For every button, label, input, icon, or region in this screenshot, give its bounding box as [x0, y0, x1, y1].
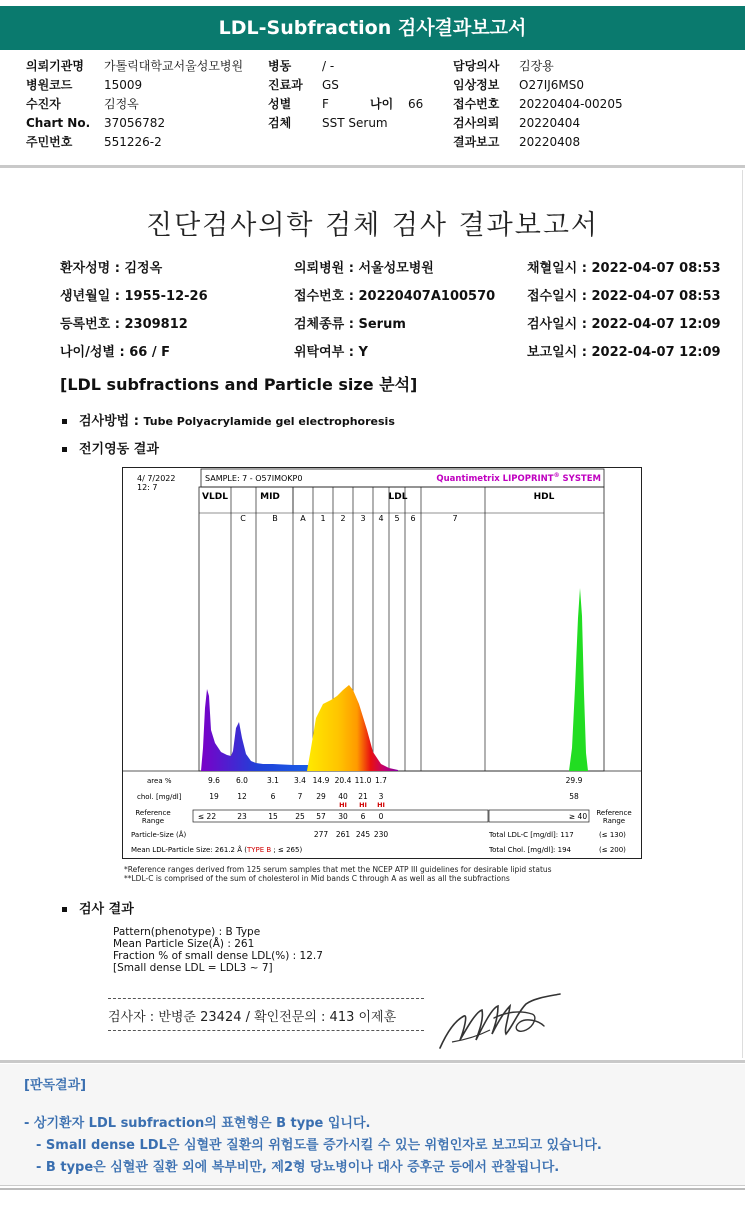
- chol-value: 29: [316, 792, 326, 801]
- electrophoresis-svg: [123, 468, 641, 858]
- area-value: 14.9: [312, 776, 330, 785]
- bullet-icon: [62, 447, 67, 452]
- mean-particle-size: Mean LDL-Particle Size: 261.2 Å (TYPE B ; ≤ 265): [131, 846, 303, 854]
- chart-sample: SAMPLE: 7 - O57IMOKP0: [205, 474, 303, 483]
- age-sex: 나이/성별 : 66 / F: [60, 345, 171, 360]
- info-column-2: [268, 56, 423, 132]
- hdl-peak: [569, 588, 588, 771]
- region-label-ldl: LDL: [388, 492, 408, 502]
- plot-frame: [199, 487, 604, 771]
- institution-label: 의뢰기관명: [26, 59, 84, 73]
- region-label-vldl: VLDL: [202, 492, 228, 502]
- footnote-1: *Reference ranges derived from 125 serum samples that met the NCEP ATP III guidelines for desirable lipid status: [124, 865, 552, 874]
- particle-size-value: 230: [373, 830, 389, 839]
- ldl-peak: [307, 685, 398, 771]
- chart-time: 12: 7: [137, 483, 158, 492]
- test-time: 검사일시 : 2022-04-07 12:09: [527, 317, 721, 332]
- interpretation-line-1: - 상기환자 LDL subfraction의 표현형은 B type 입니다.: [24, 1116, 371, 1131]
- consignment: 위탁여부 : Y: [294, 345, 368, 360]
- ref-label: Reference: [135, 809, 171, 817]
- requesting-hospital: 의뢰병원 : 서울성모병원: [294, 261, 434, 276]
- ref-value: 0: [378, 812, 384, 821]
- divider: [0, 165, 745, 168]
- ward-label: 병동: [268, 59, 292, 73]
- interpretation-panel: [0, 1064, 745, 1186]
- patient-name: 환자성명 : 김정옥: [60, 261, 163, 276]
- chart-footnote: [124, 865, 552, 883]
- ref-value: 15: [268, 812, 278, 821]
- method-label: 검사방법 :: [79, 414, 144, 429]
- receipt-no-label: 접수번호: [453, 97, 500, 111]
- report-time: 보고일시 : 2022-04-07 12:09: [527, 345, 721, 360]
- section-title: [LDL subfractions and Particle size 분석]: [60, 375, 418, 394]
- ref-value: 25: [295, 812, 305, 821]
- ref-value-hdl: ≥ 40: [568, 812, 588, 821]
- patient-value: 김정옥: [104, 97, 139, 111]
- report-header-title: LDL-Subfraction 검사결과보고서: [0, 6, 745, 50]
- total-chol-ref: (≤ 200): [599, 846, 626, 854]
- chol-value: 7: [297, 792, 303, 801]
- area-value: 9.6: [208, 776, 220, 785]
- patient-label: 수진자: [26, 97, 61, 111]
- doctor-label: 담당의사: [453, 59, 500, 73]
- result-fraction: Fraction % of small dense LDL(%) : 12.7: [113, 950, 323, 962]
- report-date-value: 20220408: [519, 134, 581, 149]
- area-value: 11.0: [354, 776, 372, 785]
- band-label-4: 4: [378, 514, 384, 523]
- request-date-value: 20220404: [519, 115, 581, 130]
- ref-label-right: Reference: [596, 809, 632, 817]
- age-value: 66: [408, 96, 424, 111]
- hi-flag: HI: [377, 801, 385, 809]
- ref-value: 23: [237, 812, 247, 821]
- chol-value: 3: [378, 792, 384, 801]
- collection-time: 채혈일시 : 2022-04-07 08:53: [527, 261, 721, 276]
- band-label-c: C: [240, 514, 246, 523]
- chart-date: 4/ 7/2022: [137, 474, 176, 483]
- hospital-code-label: 병원코드: [26, 78, 73, 92]
- resident-no-label: 주민번호: [26, 135, 73, 149]
- ward-value: / -: [322, 58, 335, 73]
- dashed-divider: [108, 998, 424, 999]
- band-label-2: 2: [340, 514, 346, 523]
- result-mean-size: Mean Particle Size(Å) : 261: [113, 938, 255, 950]
- chol-value: 12: [237, 792, 247, 801]
- report-document: [2, 170, 743, 1058]
- interpretation-line-3: - B type은 심혈관 질환 외에 복부비만, 제2형 당뇨병이나 대사 증후군 등에서 관찰됩니다.: [36, 1160, 560, 1175]
- report-title: 진단검사의학 검체 검사 결과보고서: [146, 210, 599, 241]
- electrophoresis-bullet: [62, 438, 159, 457]
- patient-info-col-3: [527, 255, 721, 367]
- bullet-icon: [62, 907, 67, 912]
- interpretation-title: [판독결과]: [24, 1078, 87, 1093]
- result-heading: 검사 결과: [79, 902, 134, 917]
- band-label-1: 1: [320, 514, 326, 523]
- chol-value: 58: [569, 792, 579, 801]
- band-label-3: 3: [360, 514, 366, 523]
- hi-flag: HI: [359, 801, 367, 809]
- chart-no-value: 37056782: [104, 115, 166, 130]
- ref-value: 57: [316, 812, 326, 821]
- tester-line: 검사자 : 반병준 23424 / 확인전문의 : 413 이제훈: [108, 1010, 397, 1025]
- result-bullet: [62, 898, 134, 917]
- region-label-mid: MID: [260, 492, 280, 502]
- bottom-divider: [0, 1188, 745, 1190]
- bullet-icon: [62, 419, 67, 424]
- total-ldl: Total LDL-C [mg/dl]: 117: [489, 831, 574, 839]
- institution-value: 가톨릭대학교서울성모병원: [104, 59, 244, 73]
- chart-brand: Quantimetrix LIPOPRINT® SYSTEM: [436, 472, 601, 484]
- resident-no-value: 551226-2: [104, 134, 162, 149]
- band-label-5: 5: [394, 514, 400, 523]
- band-label-7: 7: [452, 514, 458, 523]
- sex-label: 성별: [268, 97, 292, 111]
- doctor-value: 김장용: [519, 59, 554, 73]
- band-label-6: 6: [410, 514, 416, 523]
- specimen-value: SST Serum: [322, 115, 388, 130]
- band-label-a: A: [300, 514, 306, 523]
- chart-no-label: Chart No.: [26, 115, 91, 130]
- lipoprint-chart: [122, 467, 642, 859]
- vldl-mid-peaks: [201, 689, 313, 771]
- particle-size-value: 277: [313, 830, 329, 839]
- area-value: 20.4: [334, 776, 352, 785]
- particle-size-label: Particle-Size (Å): [131, 831, 187, 839]
- electrophoresis-label: 전기영동 결과: [79, 442, 159, 457]
- dashed-divider: [108, 1030, 424, 1031]
- chol-value: 21: [358, 792, 368, 801]
- method-bullet: [62, 410, 395, 429]
- ref-value: 6: [360, 812, 366, 821]
- chol-value: 6: [270, 792, 276, 801]
- method-value: Tube Polyacrylamide gel electrophoresis: [143, 415, 395, 428]
- result-summary: [113, 926, 323, 974]
- age-label: 나이: [370, 97, 394, 111]
- hi-flag: HI: [339, 801, 347, 809]
- patient-info-col-2: [294, 255, 495, 367]
- sex-value: F: [322, 96, 329, 111]
- chol-value: 19: [209, 792, 219, 801]
- birth-date: 생년월일 : 1955-12-26: [60, 289, 208, 304]
- divider: [0, 1060, 745, 1063]
- result-definition: [Small dense LDL = LDL3 ~ 7]: [113, 962, 273, 974]
- ref-label: Range: [141, 817, 165, 825]
- specimen-label: 검체: [268, 116, 292, 130]
- ref-label-right: Range: [602, 817, 626, 825]
- ref-value: ≤ 22: [197, 812, 217, 821]
- receipt-time: 접수일시 : 2022-04-07 08:53: [527, 289, 721, 304]
- footnote-2: **LDL-C is comprised of the sum of cholesterol in Mid bands C through A as well as all the subfractions: [124, 874, 510, 883]
- chol-label: chol. [mg/dl]: [137, 793, 182, 801]
- area-label: area %: [147, 777, 172, 785]
- particle-size-value: 261: [335, 830, 351, 839]
- area-value: 3.1: [267, 776, 279, 785]
- report-date-label: 결과보고: [453, 135, 500, 149]
- total-chol: Total Chol. [mg/dl]: 194: [489, 846, 571, 854]
- total-ldl-ref: (≤ 130): [599, 831, 626, 839]
- department-label: 진료과: [268, 78, 303, 92]
- signature-image: [434, 990, 564, 1056]
- registration-no: 등록번호 : 2309812: [60, 317, 188, 332]
- receipt-no-value: 20220404-00205: [519, 96, 623, 111]
- patient-info-col-1: [60, 255, 208, 367]
- department-value: GS: [322, 77, 339, 92]
- particle-size-value: 245: [355, 830, 371, 839]
- info-column-1: [26, 56, 254, 151]
- chart-plot-area: [123, 487, 641, 854]
- clinical-info-label: 임상정보: [453, 78, 500, 92]
- area-value: 1.7: [375, 776, 387, 785]
- interpretation-line-2: - Small dense LDL은 심혈관 질환의 위험도를 증가시킬 수 있는 위험인자로 보고되고 있습니다.: [36, 1138, 602, 1153]
- hospital-code-value: 15009: [104, 77, 143, 92]
- area-value: 29.9: [565, 776, 583, 785]
- region-label-hdl: HDL: [533, 492, 555, 502]
- band-label-b: B: [272, 514, 278, 523]
- area-value: 6.0: [236, 776, 248, 785]
- chol-value: 40: [338, 792, 348, 801]
- request-date-label: 검사의뢰: [453, 116, 500, 130]
- result-pattern: Pattern(phenotype) : B Type: [113, 926, 261, 938]
- clinical-info-value: O27IJ6MS0: [519, 77, 585, 92]
- accession-no: 접수번호 : 20220407A100570: [294, 289, 496, 304]
- specimen-type: 검체종류 : Serum: [294, 317, 406, 332]
- area-value: 3.4: [294, 776, 306, 785]
- info-column-3: [453, 56, 623, 151]
- ref-value: 30: [338, 812, 348, 821]
